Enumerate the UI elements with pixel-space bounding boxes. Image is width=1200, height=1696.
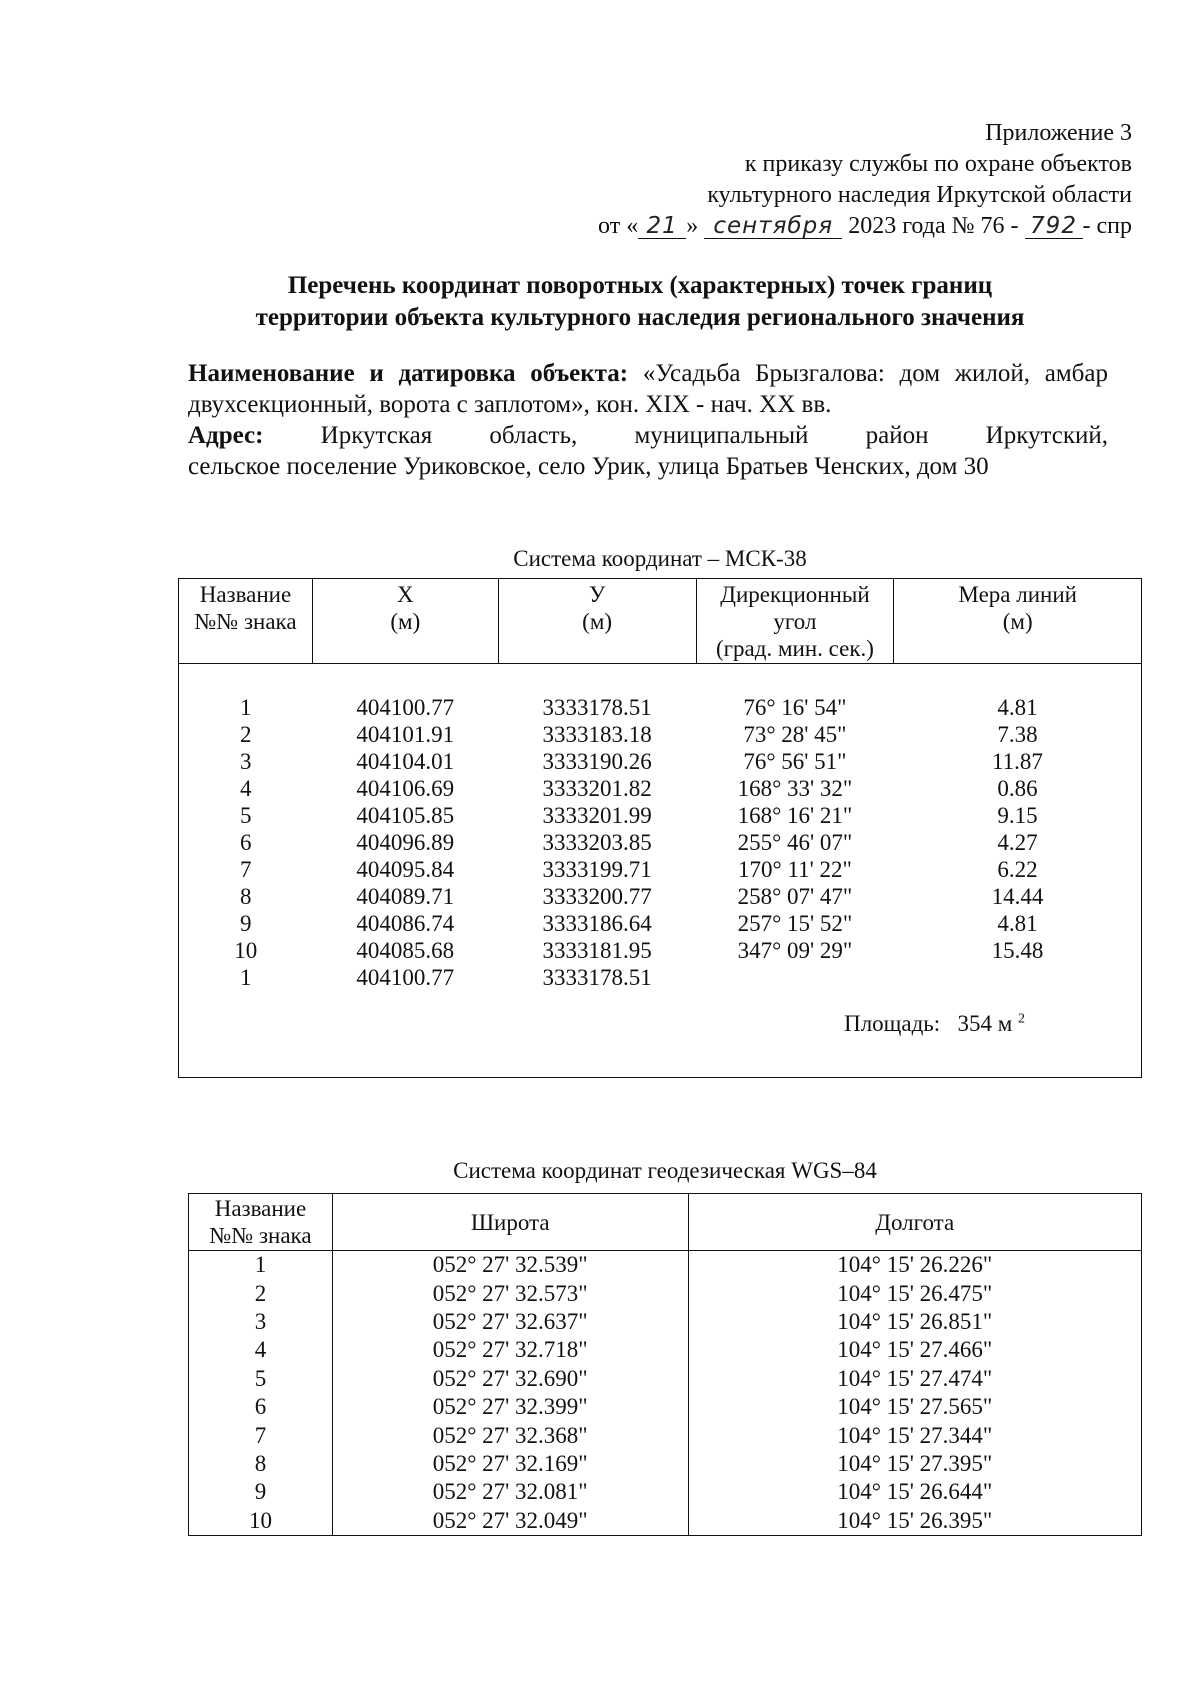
- table-cell: 257° 15' 52": [737, 911, 853, 936]
- table-cell: 104° 15' 26.395": [688, 1507, 1141, 1536]
- table-cell: 052° 27' 32.718": [332, 1336, 688, 1364]
- table-cell: 404101.91: [356, 722, 455, 747]
- table-cell: 7: [189, 1421, 333, 1449]
- order-suffix: - спр: [1082, 213, 1132, 239]
- table-cell: 3333201.99: [542, 803, 652, 828]
- table-row: [189, 1279, 1142, 1307]
- table-row: [189, 1450, 1142, 1478]
- table-cell: 4.81: [894, 910, 1142, 937]
- msk-table-body: [179, 664, 1142, 1078]
- table-row: [179, 964, 1142, 991]
- handwritten-month: сентября: [704, 214, 842, 239]
- table-row: [179, 910, 1142, 937]
- table-cell: 5: [189, 1365, 333, 1393]
- order-year-text: 2023 года № 76 -: [848, 213, 1019, 239]
- address-value-line-2: сельское поселение Уриковское, село Урик, улица Братьев Ченских, дом 30: [188, 453, 989, 480]
- table-cell: 052° 27' 32.539": [332, 1251, 688, 1280]
- order-date-line: [598, 211, 1132, 242]
- table-cell: 255° 46' 07": [737, 830, 853, 855]
- table-cell: 258° 07' 47": [737, 884, 853, 909]
- wgs-header-row: [189, 1194, 1142, 1251]
- table-row: [179, 721, 1142, 748]
- table-cell: 10: [179, 937, 313, 964]
- wgs-header-cell: Широта: [332, 1194, 688, 1251]
- table-cell: 3333183.18: [542, 722, 652, 747]
- table-cell: 3333203.85: [542, 830, 652, 855]
- table-cell: 052° 27' 32.637": [332, 1308, 688, 1336]
- msk-header-cell: Название №№ знака: [179, 579, 313, 664]
- wgs-header-cell: Долгота: [688, 1194, 1141, 1251]
- msk-header-cell: Мера линий (м): [894, 579, 1142, 664]
- msk-bottom-row: [179, 1057, 1142, 1078]
- table-cell: 3333178.51: [542, 695, 652, 720]
- address-value-line-1: Иркутская область, муниципальный район Иркутский,: [320, 422, 1109, 449]
- table-row: [179, 883, 1142, 910]
- table-cell: 052° 27' 32.081": [332, 1478, 688, 1506]
- table-cell: 2: [189, 1279, 333, 1307]
- table-row: [189, 1365, 1142, 1393]
- table-cell: 104° 15' 27.466": [688, 1336, 1141, 1364]
- table-cell: 052° 27' 32.049": [332, 1507, 688, 1536]
- title-line-1: Перечень координат поворотных (характерных) точек границ: [287, 272, 993, 299]
- table-cell: 052° 27' 32.690": [332, 1365, 688, 1393]
- table-cell: 404100.77: [356, 965, 455, 990]
- address-label: Адрес:: [188, 422, 264, 449]
- appendix-line-3: культурного наследия Иркутской области: [707, 182, 1132, 208]
- table-cell: 2: [179, 721, 313, 748]
- table-row: [179, 937, 1142, 964]
- table-cell: 104° 15' 26.475": [688, 1279, 1141, 1307]
- appendix-line-2: к приказу службы по охране объектов: [744, 151, 1132, 177]
- table-cell: 4: [179, 775, 313, 802]
- table-cell: 3: [179, 748, 313, 775]
- table-cell: 73° 28' 45": [743, 722, 847, 747]
- table-cell: 15.48: [894, 937, 1142, 964]
- table-row: [189, 1393, 1142, 1421]
- date-prefix: от «: [598, 213, 639, 239]
- table-cell: 9: [179, 910, 313, 937]
- table-cell: 4.81: [894, 694, 1142, 721]
- msk-caption: Система координат – МСК-38: [513, 546, 807, 571]
- object-address-paragraph: [188, 420, 1108, 451]
- title-line-2: территории объекта культурного наследия регионального значения: [255, 304, 1025, 331]
- appendix-header: [598, 118, 1132, 242]
- table-cell: 404086.74: [356, 911, 455, 936]
- table-row: [189, 1421, 1142, 1449]
- table-cell: 404096.89: [356, 830, 455, 855]
- table-cell: 404100.77: [356, 695, 455, 720]
- wgs-caption: Система координат геодезическая WGS–84: [453, 1158, 877, 1183]
- table-cell: 3: [189, 1308, 333, 1336]
- table-cell: 404085.68: [356, 938, 455, 963]
- object-name-label: Наименование и датировка объекта:: [188, 360, 629, 387]
- table-cell: [696, 964, 894, 991]
- wgs-table-body: [189, 1251, 1142, 1536]
- table-row: [179, 802, 1142, 829]
- table-cell: 5: [179, 802, 313, 829]
- area-label: Площадь:: [844, 1011, 941, 1036]
- area-value: 354 м: [957, 1011, 1013, 1036]
- msk-area-row: [179, 991, 1142, 1057]
- table-cell: 168° 33' 32": [737, 776, 853, 801]
- msk-header-cell: У (м): [498, 579, 696, 664]
- table-cell: 3333201.82: [542, 776, 652, 801]
- table-cell: 104° 15' 27.395": [688, 1450, 1141, 1478]
- table-cell: 6: [179, 829, 313, 856]
- table-row: [189, 1251, 1142, 1280]
- table-row: [179, 694, 1142, 721]
- table-cell: 1: [179, 964, 313, 991]
- table-cell: 76° 16' 54": [743, 695, 847, 720]
- table-cell: 404104.01: [356, 749, 455, 774]
- table-row: [189, 1336, 1142, 1364]
- table-row: [179, 829, 1142, 856]
- table-cell: 6.22: [894, 856, 1142, 883]
- table-cell: 3333199.71: [542, 857, 652, 882]
- table-cell: 052° 27' 32.169": [332, 1450, 688, 1478]
- table-cell: 7: [179, 856, 313, 883]
- object-description: [188, 358, 1108, 482]
- table-cell: 347° 09' 29": [737, 938, 853, 963]
- table-cell: 10: [189, 1507, 333, 1536]
- table-cell: 4: [189, 1336, 333, 1364]
- table-row: [179, 775, 1142, 802]
- table-cell: 9: [189, 1478, 333, 1506]
- date-mid: »: [686, 213, 699, 239]
- msk-header-cell: Дирекционный угол (град. мин. сек.): [696, 579, 894, 664]
- table-row: [179, 748, 1142, 775]
- table-cell: 052° 27' 32.368": [332, 1421, 688, 1449]
- table-cell: 404089.71: [356, 884, 455, 909]
- table-cell: 0.86: [894, 775, 1142, 802]
- table-cell: 104° 15' 27.344": [688, 1421, 1141, 1449]
- table-cell: 14.44: [894, 883, 1142, 910]
- table-cell: 6: [189, 1393, 333, 1421]
- table-cell: 404106.69: [356, 776, 455, 801]
- table-cell: 052° 27' 32.399": [332, 1393, 688, 1421]
- object-name-value: «Усадьба Брызгалова: дом жилой, амбар двухсекционный, ворота с заплотом», кон. XIX - нач. XX вв.: [188, 360, 1108, 418]
- msk-spacer-row: [179, 664, 1142, 695]
- wgs-header-cell: Название №№ знака: [189, 1194, 333, 1251]
- table-cell: 3333178.51: [542, 965, 652, 990]
- msk-header-cell: X (м): [312, 579, 498, 664]
- table-cell: 404105.85: [356, 803, 455, 828]
- table-cell: 1: [189, 1251, 333, 1280]
- table-cell: 76° 56' 51": [743, 749, 847, 774]
- appendix-line-1: Приложение 3: [985, 120, 1132, 146]
- wgs-coordinates-table: [188, 1193, 1142, 1536]
- area-unit-exponent: 2: [1018, 1011, 1025, 1027]
- table-cell: 104° 15' 27.565": [688, 1393, 1141, 1421]
- table-cell: 168° 16' 21": [737, 803, 853, 828]
- table-row: [179, 856, 1142, 883]
- table-cell: 3333186.64: [542, 911, 652, 936]
- table-row: [189, 1478, 1142, 1506]
- table-cell: 8: [189, 1450, 333, 1478]
- table-cell: 170° 11' 22": [738, 857, 852, 882]
- table-cell: 9.15: [894, 802, 1142, 829]
- table-cell: 8: [179, 883, 313, 910]
- table-cell: 104° 15' 27.474": [688, 1365, 1141, 1393]
- area-cell: [179, 991, 1142, 1057]
- table-row: [189, 1308, 1142, 1336]
- table-cell: 1: [179, 694, 313, 721]
- msk-header-row: [179, 579, 1142, 664]
- object-name-paragraph: [188, 358, 1108, 420]
- table-cell: 3333190.26: [542, 749, 652, 774]
- table-cell: [894, 964, 1142, 991]
- object-address-paragraph-2: [188, 451, 1108, 482]
- table-row: [189, 1507, 1142, 1536]
- table-cell: 11.87: [894, 748, 1142, 775]
- table-cell: 3333181.95: [542, 938, 652, 963]
- table-cell: 104° 15' 26.851": [688, 1308, 1141, 1336]
- table-cell: 104° 15' 26.226": [688, 1251, 1141, 1280]
- table-cell: 104° 15' 26.644": [688, 1478, 1141, 1506]
- table-cell: 052° 27' 32.573": [332, 1279, 688, 1307]
- table-cell: 4.27: [894, 829, 1142, 856]
- document-title: [170, 270, 1110, 334]
- handwritten-order-number: 792: [1025, 214, 1083, 239]
- table-cell: 3333200.77: [542, 884, 652, 909]
- handwritten-day: 21: [638, 214, 686, 239]
- msk-coordinates-table: [178, 578, 1142, 1078]
- table-cell: 404095.84: [356, 857, 455, 882]
- table-cell: 7.38: [894, 721, 1142, 748]
